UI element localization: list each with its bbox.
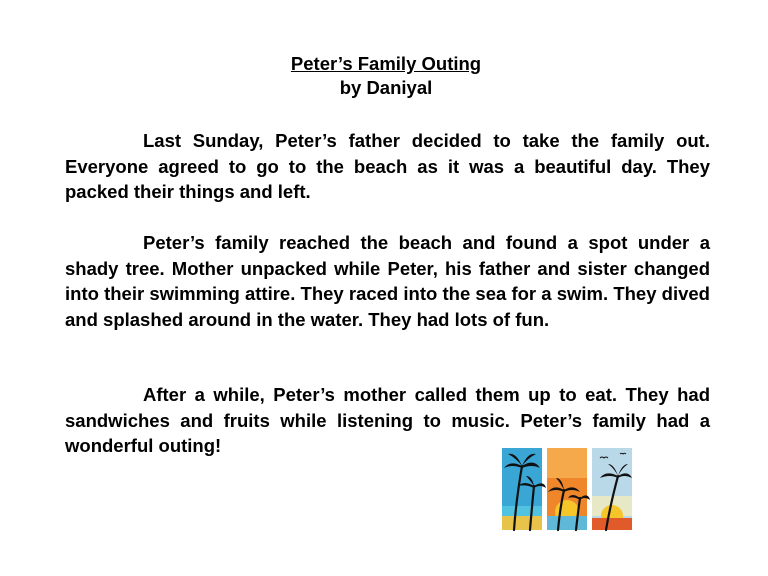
paragraph-3: After a while, Peter’s mother called them up to eat. They had sandwiches and fruits while listening to music. Peter’s family had a wonderful outing!: [65, 384, 710, 456]
beach-palm-trees-icon: [500, 446, 634, 532]
document-title: Peter’s Family Outing: [290, 53, 482, 74]
paragraph-2: Peter’s family reached the beach and found a spot under a shady tree. Mother unpacked while Peter, his father and sister changed into their swimming attire. They raced into the sea for a swim. They dived and splashed around in the water. They had lots of fun.: [65, 232, 710, 330]
author-byline: by Daniyal: [339, 77, 433, 98]
paragraph-1: Last Sunday, Peter’s father decided to take the family out. Everyone agreed to go to the beach as it was a beautiful day. They packed their things and left.: [65, 130, 710, 202]
